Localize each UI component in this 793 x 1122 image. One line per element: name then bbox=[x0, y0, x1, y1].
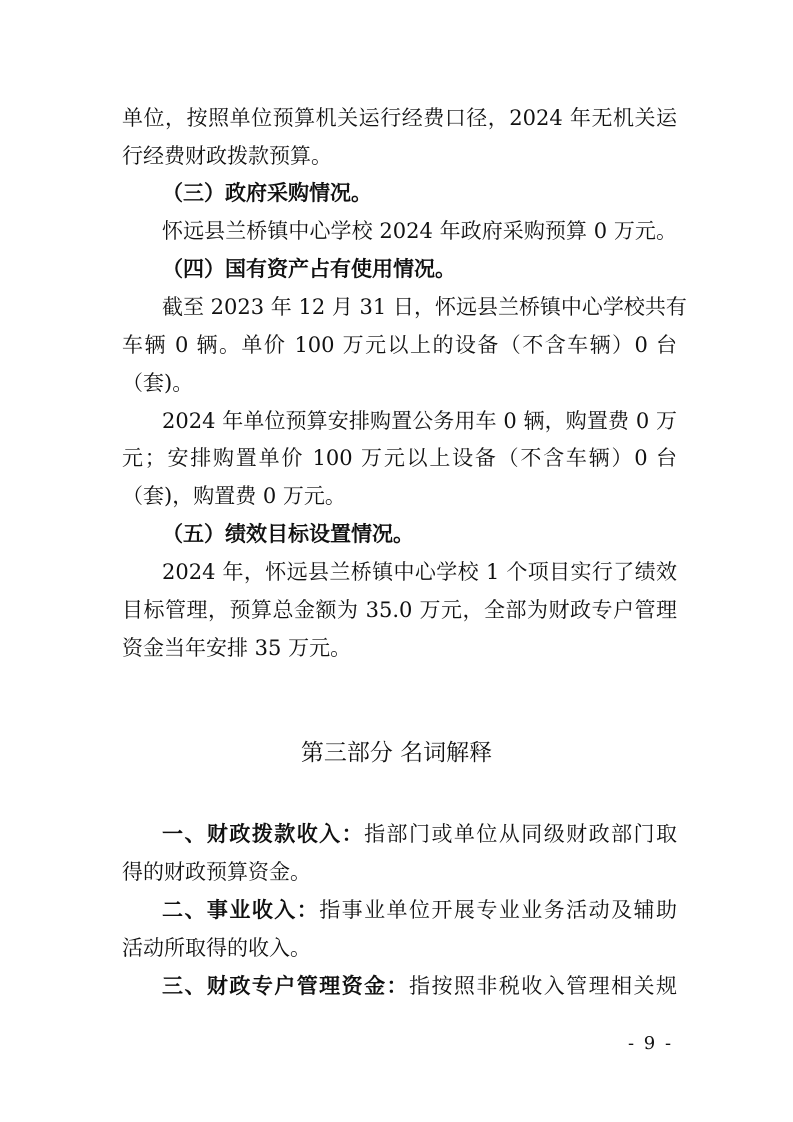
paragraph-line: （套)，购置费 0 万元。 bbox=[122, 484, 346, 508]
term-text: 指按照非税收入管理相关规 bbox=[409, 974, 677, 998]
part-title: 第三部分 名词解释 bbox=[300, 740, 493, 766]
paragraph-line: （套)。 bbox=[122, 371, 194, 395]
page-number: - 9 - bbox=[628, 1033, 674, 1054]
term-definition-line bbox=[162, 969, 677, 1003]
term-label: 三、财政专户管理资金： bbox=[162, 974, 409, 998]
paragraph-line: 截至 2023 年 12 月 31 日，怀远县兰桥镇中心学校共有 bbox=[162, 295, 687, 319]
section-heading-procurement: （三）政府采购情况。 bbox=[162, 181, 372, 205]
term-definition-line bbox=[162, 817, 677, 851]
term-text: 指事业单位开展专业业务活动及辅助 bbox=[319, 898, 678, 922]
paragraph-line: 2024 年单位预算安排购置公务用车 0 辆，购置费 0 万 bbox=[162, 409, 677, 433]
paragraph-line: 资金当年安排 35 万元。 bbox=[122, 636, 352, 660]
section-heading-performance: （五）绩效目标设置情况。 bbox=[162, 522, 414, 546]
term-definition-line bbox=[162, 893, 677, 927]
section-heading-assets: （四）国有资产占有使用情况。 bbox=[162, 257, 456, 281]
paragraph-line: 活动所取得的收入。 bbox=[122, 936, 311, 960]
paragraph-line: 怀远县兰桥镇中心学校 2024 年政府采购预算 0 万元。 bbox=[162, 219, 677, 243]
paragraph-line: 车辆 0 辆。单价 100 万元以上的设备（不含车辆）0 台 bbox=[122, 333, 677, 357]
paragraph-line: 元；安排购置单价 100 万元以上设备（不含车辆）0 台 bbox=[122, 446, 677, 470]
paragraph-line: 2024 年，怀远县兰桥镇中心学校 1 个项目实行了绩效 bbox=[162, 560, 677, 584]
term-text: 指部门或单位从同级财政部门取 bbox=[364, 822, 678, 846]
paragraph-line: 单位，按照单位预算机关运行经费口径，2024 年无机关运 bbox=[122, 106, 677, 130]
paragraph-line: 行经费财政拨款预算。 bbox=[122, 144, 332, 168]
term-label: 二、事业收入： bbox=[162, 898, 320, 922]
paragraph-line: 目标管理，预算总金额为 35.0 万元，全部为财政专户管理 bbox=[122, 598, 677, 622]
term-label: 一、财政拨款收入： bbox=[162, 822, 365, 846]
paragraph-line: 得的财政预算资金。 bbox=[122, 860, 311, 884]
